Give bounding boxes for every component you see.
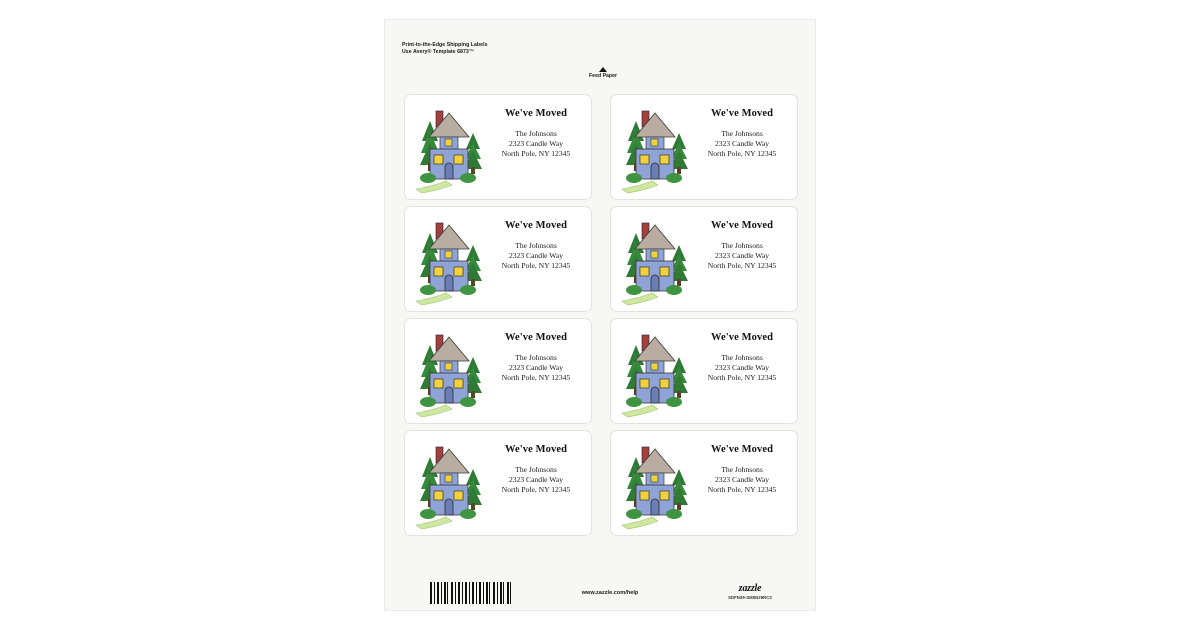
barcode-bar [507,582,508,604]
address-line: 2323 Candle Way [508,475,564,484]
template-info-line2: Use Avery® Template 6873™ [402,48,475,55]
label-title: We've Moved [504,220,568,231]
blue-house-with-trees-illustration [616,213,694,307]
feed-paper-marker [573,67,633,79]
address-line: The Johnsons [721,241,763,250]
brand-mark [705,583,795,600]
address-line: 2323 Candle Way [508,251,564,260]
product-code: SDFN39-SM5N29RC3 [728,595,772,600]
address-line: The Johnsons [515,241,557,250]
address-line: The Johnsons [721,353,763,362]
address-line: North Pole, NY 12345 [707,373,777,382]
address-line: 2323 Candle Way [714,363,770,372]
label-sheet [385,20,815,610]
product-barcode [430,582,514,604]
label-text-block [487,332,585,383]
template-info [402,42,488,55]
address-line: North Pole, NY 12345 [707,261,777,270]
sheet-header [395,42,805,82]
address-line: 2323 Candle Way [508,363,564,372]
blue-house-with-trees-illustration [410,437,488,531]
label-grid [404,94,796,564]
address-line: North Pole, NY 12345 [501,485,571,494]
address-line: 2323 Candle Way [508,139,564,148]
shipping-label[interactable] [610,430,798,536]
address-line: 2323 Candle Way [714,139,770,148]
shipping-label[interactable] [404,430,592,536]
label-title: We've Moved [710,108,774,119]
blue-house-with-trees-illustration [616,325,694,419]
help-url[interactable]: www.zazzle.com/help [581,590,639,596]
address-line: 2323 Candle Way [714,475,770,484]
shipping-label[interactable] [610,206,798,312]
blue-house-with-trees-illustration [616,437,694,531]
barcode-bar [437,582,438,604]
shipping-label[interactable] [610,318,798,424]
label-text-block [693,108,791,159]
address-line: North Pole, NY 12345 [501,261,571,270]
blue-house-with-trees-illustration [616,101,694,195]
barcode-bar [489,582,490,604]
address-line: The Johnsons [515,353,557,362]
address-line: The Johnsons [721,129,763,138]
barcode-bar [462,582,463,604]
label-title: We've Moved [710,444,774,455]
shipping-label[interactable] [610,94,798,200]
label-text-block [693,332,791,383]
label-title: We've Moved [504,108,568,119]
blue-house-with-trees-illustration [410,325,488,419]
address-line: The Johnsons [721,465,763,474]
label-title: We've Moved [710,220,774,231]
up-arrow-icon [599,67,607,72]
barcode-bar [451,582,452,604]
shipping-label[interactable] [404,94,592,200]
address-line: The Johnsons [515,465,557,474]
blue-house-with-trees-illustration [410,213,488,307]
shipping-label[interactable] [404,318,592,424]
address-line: North Pole, NY 12345 [707,149,777,158]
address-line: North Pole, NY 12345 [501,149,571,158]
template-info-line1: Print-to-the-Edge Shipping Labels [402,42,488,48]
blue-house-with-trees-illustration [410,101,488,195]
address-line: North Pole, NY 12345 [501,373,571,382]
label-text-block [693,444,791,495]
label-title: We've Moved [504,332,568,343]
label-text-block [487,220,585,271]
label-text-block [487,108,585,159]
barcode-bar [476,582,477,604]
feed-paper-label: Feed Paper [589,73,617,79]
brand-name: zazzle [738,583,762,594]
address-line: The Johnsons [515,129,557,138]
sheet-footer [385,572,815,610]
label-title: We've Moved [504,444,568,455]
address-line: 2323 Candle Way [714,251,770,260]
label-title: We've Moved [710,332,774,343]
shipping-label[interactable] [404,206,592,312]
label-text-block [693,220,791,271]
address-line: North Pole, NY 12345 [707,485,777,494]
label-text-block [487,444,585,495]
